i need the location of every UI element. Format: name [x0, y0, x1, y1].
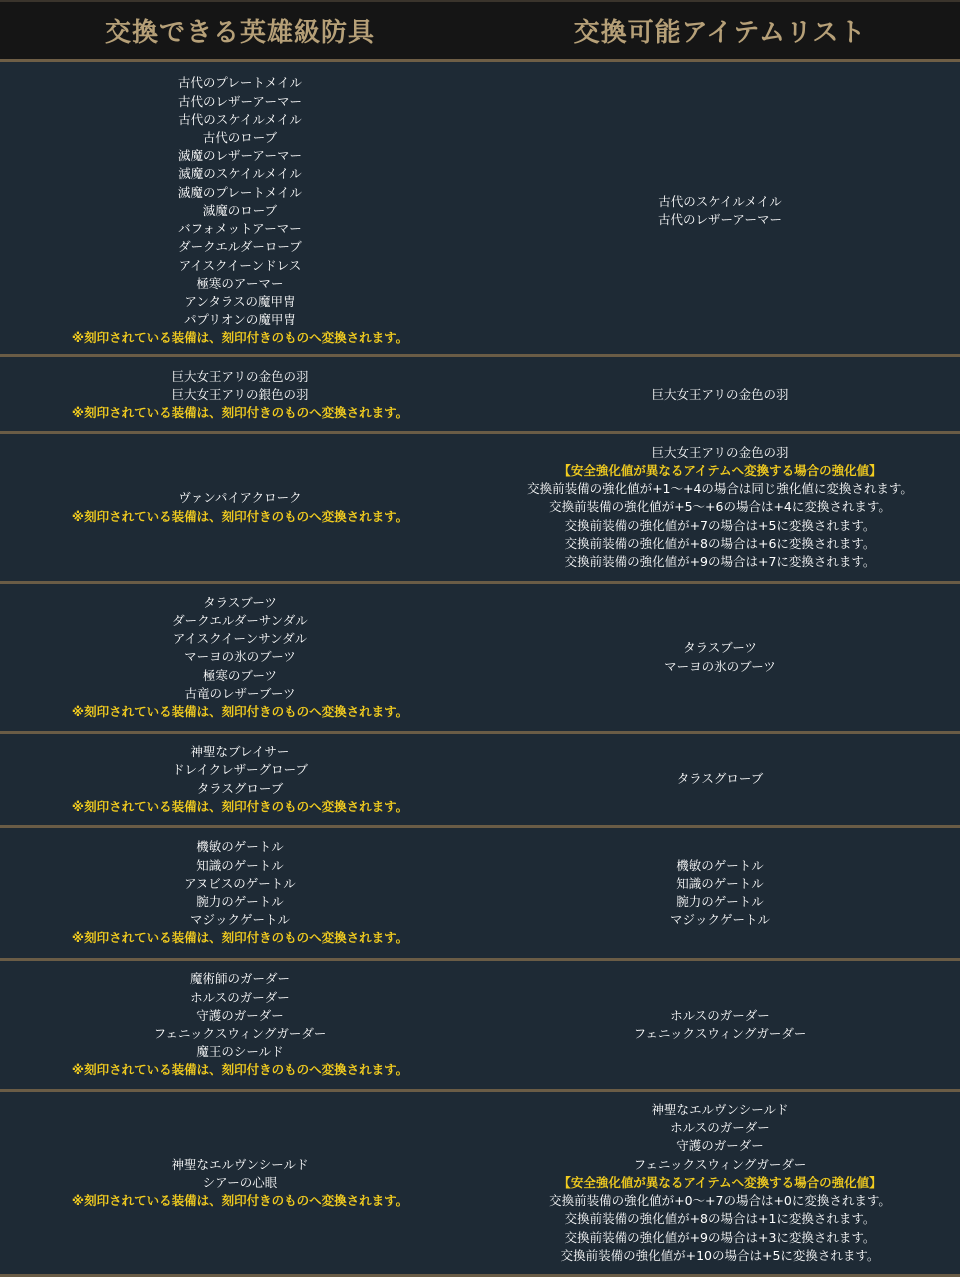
note-text: ※刻印されている装備は、刻印付きのものへ変換されます。 [71, 508, 409, 524]
item-name: 滅魔のスケイルメイル [178, 166, 302, 182]
note-text: 【安全強化値が異なるアイテムへ変換する場合の強化値】 [558, 462, 882, 478]
item-name: 交換前装備の強化値が+7の場合は+5に変換されます。 [564, 517, 876, 533]
item-name: 巨大女王アリの金色の羽 [171, 368, 309, 384]
item-name: 古竜のレザーブーツ [184, 685, 296, 701]
result-items-cell [480, 1092, 960, 1274]
item-name: タラスグローブ [676, 771, 764, 787]
note-text: ※刻印されている装備は、刻印付きのものへ変換されます。 [71, 798, 409, 814]
table-row [0, 1092, 960, 1277]
item-name: 滅魔のレザーアーマー [177, 148, 302, 164]
item-name: 滅魔のローブ [202, 202, 278, 218]
source-armor-cell [0, 961, 480, 1089]
item-name: 極寒のブーツ [202, 667, 278, 683]
item-name: パプリオンの魔甲冑 [184, 312, 296, 328]
item-name: マーヨの氷のブーツ [184, 649, 296, 665]
item-name: フェニックスウィングガーダー [633, 1026, 807, 1041]
item-name: 交換前装備の強化値が+1～+4の場合は同じ強化値に変換されます。 [527, 481, 913, 497]
item-name: 魔術師のガーダー [189, 971, 290, 987]
item-name: 腕力のゲートル [676, 894, 764, 909]
item-name: 巨大女王アリの銀色の羽 [171, 386, 309, 402]
item-name: 交換前装備の強化値が+5～+6の場合は+4に変換されます。 [549, 499, 891, 515]
item-name: 古代のレザーアーマー [657, 212, 782, 227]
item-name: バフォメットアーマー [178, 221, 302, 237]
table-row [0, 584, 960, 734]
item-name: 古代のスケイルメイル [658, 193, 782, 209]
item-name: 交換前装備の強化値が+9の場合は+7に変換されます。 [564, 554, 876, 569]
note-text: ※刻印されている装備は、刻印付きのものへ変換されます。 [71, 1193, 409, 1209]
item-name: シアーの心眼 [202, 1174, 278, 1190]
item-name: 神聖なブレイサー [190, 744, 290, 760]
table-row [0, 62, 960, 357]
item-name: 極寒のアーマー [196, 275, 284, 291]
item-name: 機敏のゲートル [676, 857, 764, 873]
item-name: 魔王のシールド [196, 1044, 284, 1060]
table-row [0, 357, 960, 434]
result-items-cell [480, 434, 960, 581]
item-name: アイスクイーンドレス [178, 257, 302, 273]
item-name: 交換前装備の強化値が+0～+7の場合は+0に変換されます。 [549, 1193, 891, 1209]
result-items-cell [480, 584, 960, 731]
result-items-cell [480, 961, 960, 1089]
table-row [0, 828, 960, 961]
item-name: 神聖なエルヴンシールド [651, 1102, 789, 1118]
item-name: 古代のレザーアーマー [177, 93, 302, 109]
item-name: 交換前装備の強化値が+10の場合は+5に変換されます。 [560, 1247, 880, 1263]
item-name: 巨大女王アリの金色の羽 [651, 444, 789, 460]
source-armor-cell [0, 828, 480, 958]
item-name: 守護のガーダー [196, 1007, 284, 1023]
note-text: ※刻印されている装備は、刻印付きのものへ変換されます。 [71, 330, 409, 346]
result-items-cell [480, 359, 960, 431]
item-name: 古代のローブ [202, 130, 278, 146]
source-armor-cell [0, 584, 480, 731]
source-armor-cell [0, 359, 480, 431]
item-name: 交換前装備の強化値が+8の場合は+1に変換されます。 [564, 1211, 876, 1227]
item-name: 古代のスケイルメイル [178, 111, 302, 127]
table-row [0, 734, 960, 828]
item-name: ホルスのガーダー [670, 1007, 770, 1023]
result-items-cell [480, 734, 960, 825]
item-name: 交換前装備の強化値が+9の場合は+3に変換されます。 [564, 1229, 876, 1245]
header-exchange-item-list: 交換可能アイテムリスト [573, 18, 867, 48]
table-body [0, 62, 960, 1277]
source-armor-cell [0, 434, 480, 581]
item-name: タラスグローブ [196, 780, 284, 796]
item-name: マーヨの氷のブーツ [664, 658, 776, 674]
result-items-cell [480, 68, 960, 354]
item-name: アイスクイーンサンダル [172, 631, 308, 647]
item-name: 滅魔のプレートメイル [177, 184, 303, 200]
item-name: フェニックスウィングガーダー [633, 1156, 807, 1172]
note-text: 【安全強化値が異なるアイテムへ変換する場合の強化値】 [558, 1174, 882, 1190]
table-row [0, 961, 960, 1092]
item-name: マジックゲートル [189, 912, 290, 928]
item-name: ホルスのガーダー [190, 989, 290, 1005]
note-text: ※刻印されている装備は、刻印付きのものへ変換されます。 [71, 930, 409, 946]
source-armor-cell [0, 68, 480, 354]
item-name: ヴァンパイアクローク [178, 490, 302, 506]
item-name: ダークエルダーローブ [178, 239, 302, 255]
item-name: 神聖なエルヴンシールド [171, 1156, 309, 1172]
item-name: タラスブーツ [683, 640, 757, 656]
note-text: ※刻印されている装備は、刻印付きのものへ変換されます。 [71, 1062, 409, 1078]
item-name: 巨大女王アリの金色の羽 [651, 386, 789, 402]
result-items-cell [480, 828, 960, 958]
item-name: 知識のゲートル [196, 857, 284, 873]
item-name: フェニックスウィングガーダー [153, 1026, 327, 1041]
header-exchangeable-armor: 交換できる英雄級防具 [104, 18, 375, 48]
item-name: マジックゲートル [669, 912, 770, 928]
item-name: アヌビスのゲートル [184, 875, 296, 891]
item-name: 機敏のゲートル [196, 839, 284, 855]
item-name: 知識のゲートル [676, 875, 764, 891]
item-name: 交換前装備の強化値が+8の場合は+6に変換されます。 [564, 535, 876, 551]
item-name: アンタラスの魔甲冑 [184, 293, 296, 309]
table-header [0, 2, 960, 62]
item-name: 古代のプレートメイル [177, 75, 303, 91]
item-name: 腕力のゲートル [196, 894, 284, 909]
item-name: タラスブーツ [203, 594, 277, 610]
item-name: ドレイクレザーグローブ [171, 762, 308, 778]
source-armor-cell [0, 734, 480, 825]
item-name: ホルスのガーダー [670, 1120, 770, 1136]
item-name: ダークエルダーサンダル [172, 612, 308, 628]
note-text: ※刻印されている装備は、刻印付きのものへ変換されます。 [71, 704, 409, 719]
table-row [0, 434, 960, 584]
source-armor-cell [0, 1092, 480, 1274]
note-text: ※刻印されている装備は、刻印付きのものへ変換されます。 [71, 405, 409, 421]
item-name: 守護のガーダー [676, 1138, 764, 1154]
